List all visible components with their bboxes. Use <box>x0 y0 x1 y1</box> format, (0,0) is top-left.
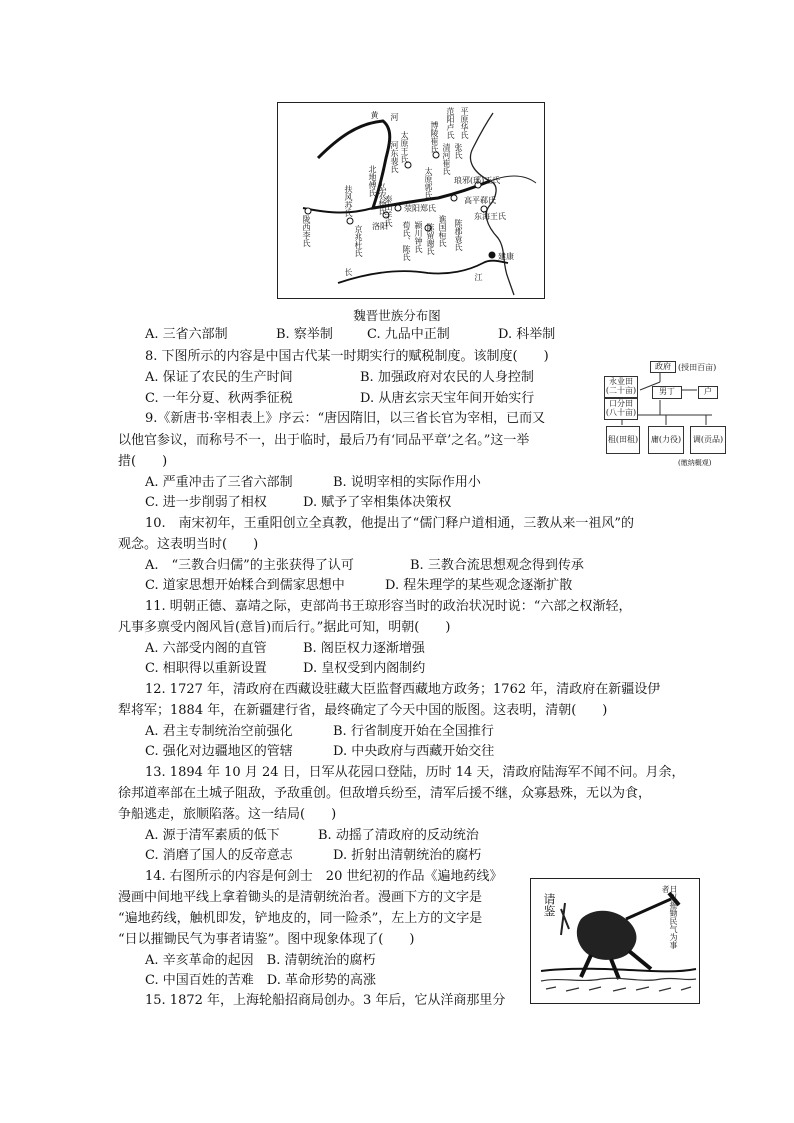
q8-option-b: B. 加强政府对农民的人身控制 <box>360 370 534 385</box>
q7-option-d: D. 科举制 <box>498 327 556 342</box>
q14-line-2: 漫画中间地平线上拿着锄头的是清朝统治者。漫画下方的文字是 <box>118 890 483 905</box>
label-chenjun: 陈郡袁氏 <box>454 219 463 251</box>
diagram-zu: 租(田租) <box>606 426 640 454</box>
label-xingyang: 荥阳郑氏 <box>404 204 436 213</box>
diagram-koufen: 口分田(八十亩) <box>604 398 638 420</box>
q13-option-b: B. 动摇了清政府的反动统治 <box>318 828 479 843</box>
diagram-note: (缴纳概观) <box>678 459 712 467</box>
q13-option-a: A. 源于清军素质的低下 <box>145 828 280 843</box>
q9-line-2: 以他官参议，而称号不一，出于临时，最后乃有‘同品平章’之名。”这一举 <box>118 433 530 448</box>
label-langya: 琅邪(琊)王氏 <box>454 176 501 185</box>
label-gaoping: 高平郗氏 <box>464 196 496 205</box>
cartoon-right-text: 日以摧锄民气为事者 <box>661 885 678 949</box>
diagram-yongye: 永业田(二十亩) <box>604 376 638 398</box>
q14-line-3: “遍地药线，触机即发，铲地皮的，同一险杀”，左上方的文字是 <box>118 911 483 926</box>
q11-option-d: D. 皇权受到内阁制约 <box>303 661 426 676</box>
label-fanyang: 范阳卢氏 <box>446 107 455 139</box>
q7-option-c: C. 九品中正制 <box>367 327 450 342</box>
q11-line-2: 凡事多禀受内阁风旨(意旨)而后行。”据此可知，明朝( ) <box>118 620 451 635</box>
q11-option-b: B. 阁臣权力逐渐增强 <box>303 641 425 656</box>
q10-line-1: 10. 南宋初年，王重阳创立全真教，他提出了“儒门释户道相通，三教从来一祖风”的 <box>145 516 634 531</box>
q13-line-1: 13. 1894 年 10 月 24 日，日军从花园口登陆，历时 14 天，清政府陆海军不闻不问。月余， <box>145 765 685 780</box>
label-chang: 长 <box>344 268 353 276</box>
q13-line-3: 争船逃走，旅顺陷落。这一结局( ) <box>118 807 337 822</box>
cartoon-image <box>530 878 700 1004</box>
q9-line-3: 措( ) <box>118 454 168 469</box>
q15-line-1: 15. 1872 年，上海轮船招商局创办。3 年后，它从洋商那里分 <box>145 993 506 1008</box>
diagram-grant: (授田百亩) <box>678 363 717 372</box>
q8-stem: 8. 下图所示的内容是中国古代某一时期实行的赋税制度。该制度( ) <box>145 349 549 364</box>
q14-options-ab: A. 辛亥革命的起因 B. 清朝统治的腐朽 <box>145 953 376 968</box>
label-beidi: 北地傅氏 <box>368 165 377 197</box>
tax-system-diagram <box>602 360 726 470</box>
q13-line-2: 徐邦道率部在土城子阻敌，予敌重创。但敌增兵纷至，清军后援不继，众寡悬殊，无以为食， <box>118 786 652 801</box>
label-chenliu: 陈留谢氏 <box>426 223 435 255</box>
label-taijun: 太原郭氏 <box>424 167 433 199</box>
q12-option-b: B. 行省制度开始在全国推行 <box>333 724 494 739</box>
label-jiang: 江 <box>474 273 483 281</box>
diagram-male: 男丁 <box>652 386 682 399</box>
label-yingchuan: 颍川钟氏 <box>414 221 423 253</box>
q14-line-1: 14. 右图所示的内容是何剑士 20 世纪初的作品《遍地药线》 <box>145 869 503 884</box>
label-jingzhao: 京兆杜氏 <box>354 225 363 257</box>
q9-option-b: B. 说明宰相的实际作用小 <box>333 475 481 490</box>
q13-option-d: D. 折射出清朝统治的腐朽 <box>333 848 482 863</box>
diagram-diao: 调(贡品) <box>690 426 726 454</box>
label-huang: 黄 <box>370 111 379 119</box>
wei-river <box>303 208 373 213</box>
label-xunshi: 荀氏、陈氏 <box>402 221 411 261</box>
q11-line-1: 11. 明朝正德、嘉靖之际，吏部尚书王琼形容当时的政治状况时说：“六部之权渐轻， <box>145 599 632 614</box>
label-taishan: 泰山羊氏 <box>384 195 393 227</box>
label-jiankang: 建康 <box>498 252 514 261</box>
label-taiyuan: 太原王氏 <box>400 131 409 163</box>
q10-option-d: D. 程朱理学的某些观念逐渐扩散 <box>385 578 573 593</box>
map-drawing <box>278 103 544 298</box>
label-donghai: 东海王氏 <box>474 212 506 221</box>
label-boling: 博陵崔氏 <box>430 121 439 153</box>
q9-option-c: C. 进一步削弱了相权 <box>145 495 267 510</box>
map-caption: 魏晋世族分布图 <box>353 308 441 323</box>
q13-option-c: C. 消磨了国人的反帝意志 <box>145 848 293 863</box>
point-gaoping <box>451 195 457 201</box>
label-pingyuan: 平原华氏 <box>460 107 469 139</box>
q12-line-2: 犁将军；1884 年，在新疆建行省，最终确定了今天中国的版图。这表明，清朝( ) <box>118 703 608 718</box>
q9-line-1: 9.《新唐书·宰相表上》序云：“唐因隋旧，以三省长官为宰相，已而又 <box>145 411 546 426</box>
label-fufeng: 扶风苏氏 <box>344 185 353 217</box>
label-he: 河 <box>390 113 399 121</box>
q10-option-a: A. “三教合归儒”的主张获得了认可 <box>145 558 354 573</box>
q9-option-d: D. 赋予了宰相集体决策权 <box>303 495 452 510</box>
label-longxi: 陇西李氏 <box>302 215 311 247</box>
point-jiankang <box>489 252 495 258</box>
q12-line-1: 12. 1727 年，清政府在西藏设驻藏大臣监督西藏地方政务；1762 年，清政府在新疆设伊 <box>145 682 661 697</box>
q14-line-4: “日以摧锄民气为事者请鉴”。图中现象体现了( ) <box>118 932 415 947</box>
q14-options-cd: C. 中国百姓的苦难 D. 革命形势的高涨 <box>145 973 376 988</box>
label-qinghe: 清河崔氏 <box>442 143 451 175</box>
q11-option-c: C. 相职得以重新设置 <box>145 661 267 676</box>
q11-option-a: A. 六部受内阁的直管 <box>145 641 267 656</box>
wei-jin-clan-map <box>277 102 545 299</box>
label-zhang: 张氏 <box>454 143 463 159</box>
point-longxi <box>305 208 311 214</box>
q12-option-d: D. 中央政府与西藏开始交往 <box>333 744 495 759</box>
q12-option-c: C. 强化对边疆地区的管辖 <box>145 744 293 759</box>
q12-option-a: A. 君主专制统治空前强化 <box>145 724 293 739</box>
q8-option-a: A. 保证了农民的生产时间 <box>145 370 293 385</box>
label-hongnong: 弘农杨氏 <box>378 183 387 215</box>
q9-option-a: A. 严重冲击了三省六部制 <box>145 475 293 490</box>
q8-option-c: C. 一年分夏、秋两季征税 <box>145 391 293 406</box>
q10-option-b: B. 三教合流思想观念得到传承 <box>410 558 584 573</box>
diagram-yong: 庸(力役) <box>648 426 684 454</box>
label-luoyang: 洛阳 <box>372 222 388 231</box>
q8-option-d: D. 从唐玄宗天宝年间开始实行 <box>360 391 535 406</box>
label-qiaoguo: 谯国桓氏 <box>438 215 447 247</box>
point-xingyang <box>395 205 401 211</box>
point-jingzhao <box>347 218 353 224</box>
diagram-gov: 政府 <box>650 361 676 373</box>
label-hedong: 河东裴氏 <box>390 141 399 173</box>
q7-option-b: B. 察举制 <box>276 327 333 342</box>
cartoon-left-text: 请鉴 <box>542 893 556 917</box>
q10-option-c: C. 道家思想开始糅合到儒家思想中 <box>145 578 345 593</box>
q10-line-2: 观念。这表明当时( ) <box>118 537 259 552</box>
diagram-hu: 户 <box>698 386 718 399</box>
q7-option-a: A. 三省六部制 <box>145 327 228 342</box>
